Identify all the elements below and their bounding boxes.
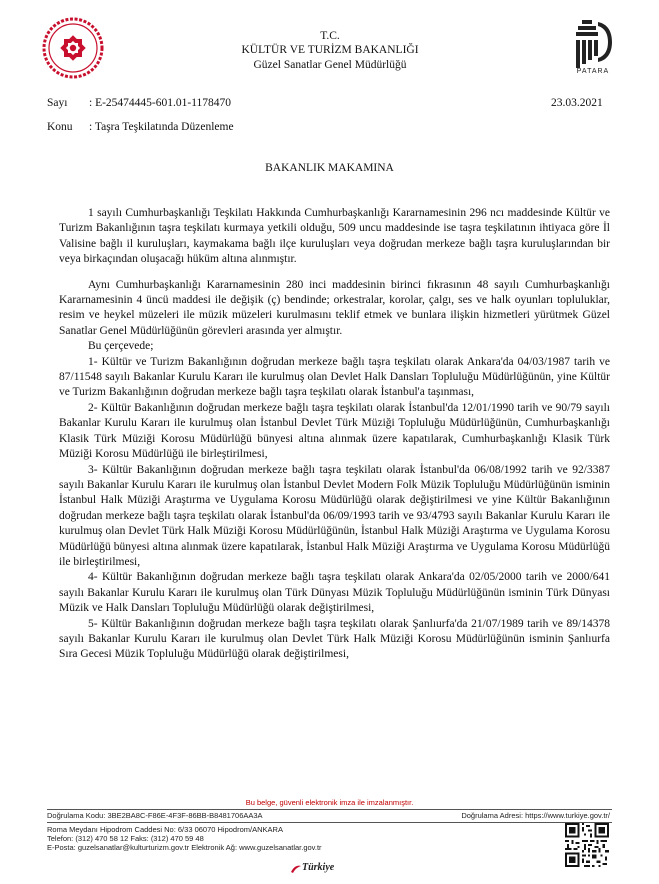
- header-tc: T.C.: [320, 30, 340, 42]
- paragraph: 4- Kültür Bakanlığının doğrudan merkeze bağlı taşra teşkilatı olarak Ankara'da 02/05/2000 tarih ve 2000/641 sayılı Bakanlar Kurulu Kararı ile kurulmuş olan Türk Dünyası Müzik Topluluğu Müdürlüğünün isminin Türk Dünyası Müzik ve Halk Dansları Topluluğu Müdürlüğü olarak değiştirilmesi,: [59, 571, 610, 615]
- addressee: BAKANLIK MAKAMINA: [265, 162, 394, 174]
- konu-label: Konu: [47, 121, 73, 133]
- header-ministry: KÜLTÜR VE TURİZM BAKANLIĞI: [241, 44, 419, 56]
- paragraph: 1- Kültür ve Turizm Bakanlığının doğrudan merkeze bağlı taşra teşkilatı olarak Ankara'da 04/03/1987 tarih ve 87/11548 sayılı Bakanlar Kurulu Kararı ile kurulmuş olan Devlet Halk Dansları Topluluğu Müdürlüğünün, yine Kültür ve Turizm Bakanlığının doğrudan merkeze bağlı taşra teşkilatı olarak İstanbul'a taşınması,: [59, 355, 610, 399]
- konu-value: : Taşra Teşkilatında Düzenleme: [89, 121, 234, 133]
- verification-code: Doğrulama Kodu: 3BE2BA8C-F86E-4F3F-86BB-B8481706AA3A: [47, 811, 263, 820]
- sayi-value: : E-25474445-601.01-1178470: [89, 97, 232, 109]
- qr-code-icon: [565, 823, 609, 867]
- header-department: Güzel Sanatlar Genel Müdürlüğü: [253, 59, 407, 71]
- paragraph: 2- Kültür Bakanlığının doğrudan merkeze bağlı taşra teşkilatı olarak İstanbul'da 12/01/1990 tarih ve 90/79 sayılı Bakanlar Kurulu Kararı ile kurulmuş olan İstanbul Devlet Türk Müziği Topluluğu Müdürlüğünün, Cumhurbaşkanlığı Klasik Türk Müziği Korosu Müdürlüğü bünyesi altına alınmak üzere kapatılarak, Cumhurbaşkanlığı Klasik Türk Müziği Korosu Müdürlüğü ile birleştirilmesi,: [59, 401, 610, 461]
- paragraph: 3- Kültür Bakanlığının doğrudan merkeze bağlı taşra teşkilatı olarak İstanbul'da 06/08/1992 tarih ve 92/3387 sayılı Bakanlar Kurulu Kararı ile kurulmuş olan İstanbul Devlet Modern Folk Müzik Topluluğu Müdürlüğünün isminin İstanbul Halk Müziği Araştırma ve Uygulama Korosu Müdürlüğü olarak değiştirilmesi ve yine Kültür Bakanlığının doğrudan merkeze bağlı taşra teşkilatı olarak İstanbul'da 06/09/1993 tarih ve 93/4793 sayılı Bakanlar Kurulu Kararı ile kurulmuş olan Devlet Türk Halk Müziği Korosu Müdürlüğünün, İstanbul Halk Müziği Araştırma ve Uygulama Korosu Müdürlüğü bünyesi altına alınmak üzere kapatılarak, İstanbul Halk Müziği Araştırma ve Uygulama Korosu Müdürlüğü ile birleştirilmesi,: [59, 463, 610, 568]
- verification-bar: [47, 809, 612, 823]
- sayi-label: Sayı: [47, 97, 68, 109]
- turkiye-brand-icon: [290, 864, 302, 874]
- document-date: 23.03.2021: [551, 97, 603, 109]
- paragraph: Bu çerçevede;: [88, 340, 154, 353]
- paragraph: 5- Kültür Bakanlığının doğrudan merkeze bağlı taşra teşkilatı olarak Şanlıurfa'da 21/07/1989 tarih ve 89/14378 sayılı Bakanlar Kurulu Kararı ile kurulmuş olan Devlet Türk Halk Müziği Korosu Müdürlüğünün isminin Şanlıurfa Sıra Gecesi Müzik Topluluğu Müdürlüğü olarak değiştirilmesi,: [59, 617, 610, 661]
- letter-body: [59, 206, 610, 663]
- e-signature-warning: Bu belge, güvenli elektronik imza ile imzalanmıştır.: [245, 798, 414, 807]
- patara-logo-text: PATARA: [576, 68, 610, 75]
- verification-address[interactable]: Doğrulama Adresi: https://www.turkiye.gov.tr/: [461, 811, 610, 820]
- footer-address: Roma Meydanı Hipodrom Caddesi No: 6/33 06070 Hipodrom/ANKARA: [47, 825, 283, 834]
- footer-email[interactable]: E-Posta: guzelsanatlar@kulturturizm.gov.tr Elektronik Ağ: www.guzelsanatlar.gov.tr: [47, 843, 322, 852]
- turkiye-brand-text: Türkiye: [302, 862, 335, 873]
- paragraph: Aynı Cumhurbaşkanlığı Kararnamesinin 280 inci maddesinin birinci fıkrasının 48 sayılı Cumhurbaşkanlığı Kararnamesinin 4 üncü maddesi ile değişik (ç) bendinde; orkestralar, korolar, çalgı, ses ve halk oyunları topluluklar, resim ve heykel müzeleri ile müzik müzeleri kurulmasını teklif etmek ve bunlara ilişkin hizmetleri yürütmek Güzel Sanatlar Genel Müdürlüğünün görevleri arasında yer almıştır.: [59, 278, 610, 337]
- footer-phone: Telefon: (312) 470 58 12 Faks: (312) 470 59 48: [47, 834, 204, 843]
- ministry-emblem-icon: [42, 17, 104, 79]
- paragraph: 1 sayılı Cumhurbaşkanlığı Teşkilatı Hakkında Cumhurbaşkanlığı Kararnamesinin 296 ncı maddesinde Kültür ve Turizm Bakanlığının taşra teşkilatı kurmaya yetkili olduğu, 509 uncu maddesinde ise taşra teşkilatının ihtiyaca göre İl Valisine bağlı il kuruluşları, kaymakama bağlı ilçe kuruluşları veya doğrudan merkeze bağlı taşra kuruluşlarından bir veya birkaçından oluşacağı hüküm altına alınmıştır.: [59, 207, 610, 266]
